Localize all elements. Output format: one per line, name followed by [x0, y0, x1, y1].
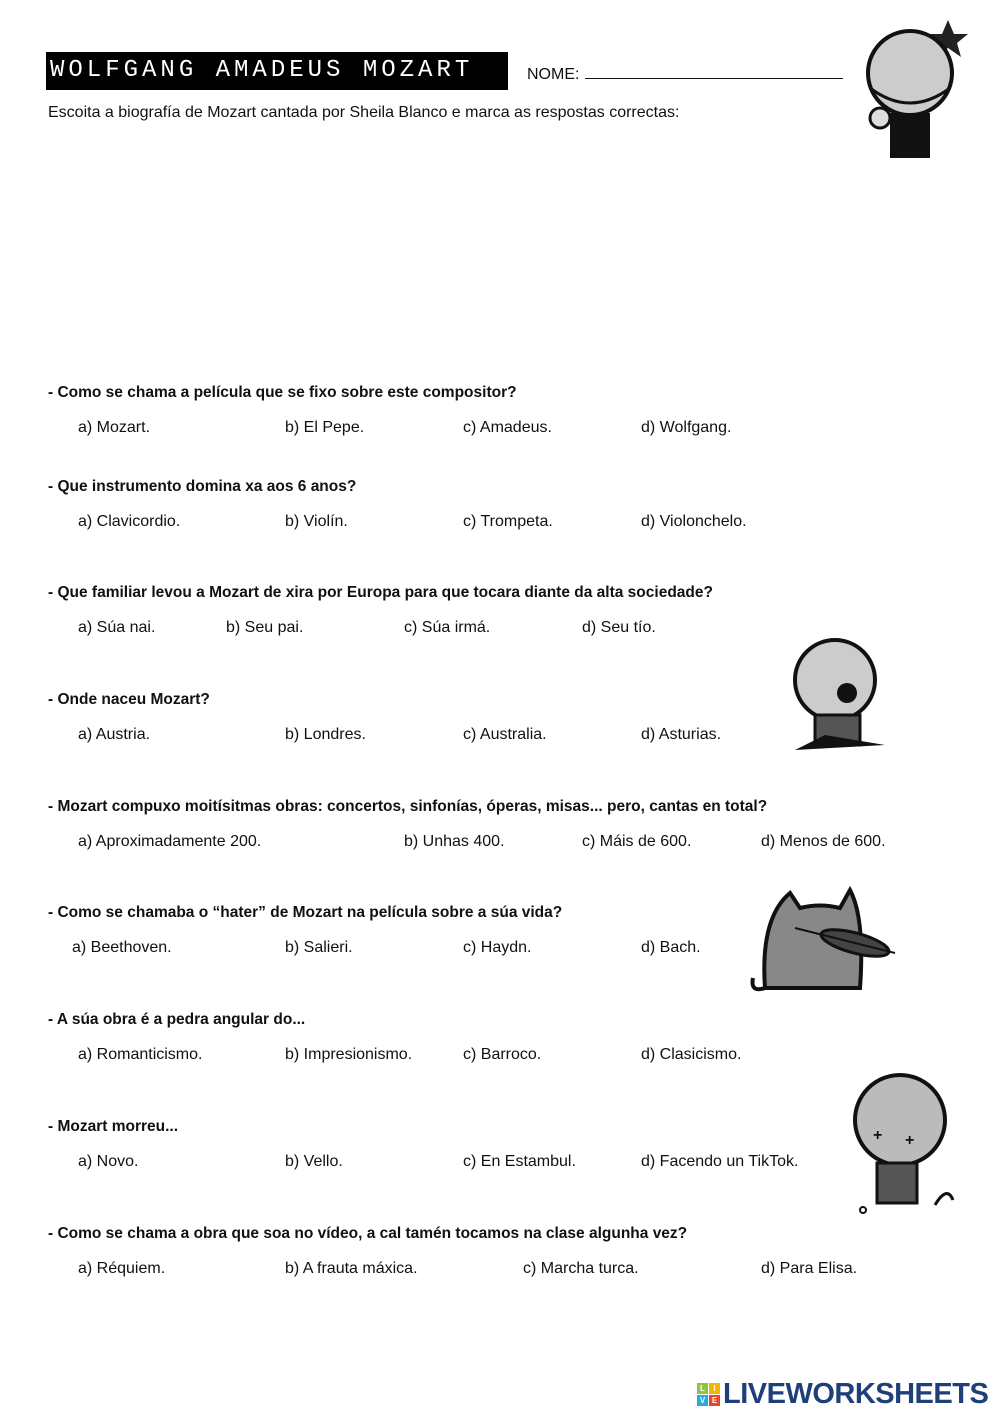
- answer-option[interactable]: a) Austria.: [78, 726, 151, 743]
- answer-option[interactable]: c) Súa irmá.: [404, 619, 491, 636]
- answer-option[interactable]: b) Vello.: [285, 1153, 343, 1170]
- answer-option[interactable]: d) Para Elisa.: [761, 1260, 858, 1277]
- logo-text: LIVEWORKSHEETS: [723, 1378, 989, 1410]
- question-text: - Como se chama a película que se fixo sobre este compositor?: [48, 384, 517, 401]
- answer-option[interactable]: d) Facendo un TikTok.: [641, 1153, 799, 1170]
- question-text: - Mozart morreu...: [48, 1118, 179, 1135]
- answer-option[interactable]: c) Barroco.: [463, 1046, 542, 1063]
- answer-option[interactable]: b) Salieri.: [285, 939, 353, 956]
- logo-letter-i: I: [709, 1383, 720, 1394]
- answer-option[interactable]: b) Unhas 400.: [404, 833, 505, 850]
- answer-option[interactable]: c) Australia.: [463, 726, 547, 743]
- answer-option[interactable]: a) Novo.: [78, 1153, 139, 1170]
- worksheet-title: WOLFGANG AMADEUS MOZART: [46, 52, 508, 90]
- answer-option[interactable]: b) Londres.: [285, 726, 366, 743]
- answer-option[interactable]: a) Romanticismo.: [78, 1046, 203, 1063]
- svg-text:+: +: [905, 1132, 915, 1149]
- answer-option[interactable]: a) Beethoven.: [72, 939, 172, 956]
- answer-option[interactable]: d) Violonchelo.: [641, 513, 747, 530]
- answer-option[interactable]: b) A frauta máxica.: [285, 1260, 418, 1277]
- name-label: NOME:: [527, 66, 580, 83]
- answer-option[interactable]: c) Amadeus.: [463, 419, 552, 436]
- answer-option[interactable]: d) Bach.: [641, 939, 701, 956]
- name-field[interactable]: [527, 64, 843, 84]
- answer-option[interactable]: d) Wolfgang.: [641, 419, 732, 436]
- logo-letter-v: V: [697, 1395, 708, 1406]
- mozart-thumbs-up-illustration: [850, 18, 970, 163]
- name-input-line[interactable]: [585, 64, 843, 79]
- answer-option[interactable]: d) Seu tío.: [582, 619, 656, 636]
- logo-blocks-icon: [697, 1383, 720, 1406]
- answer-option[interactable]: b) Impresionismo.: [285, 1046, 413, 1063]
- question-text: - Mozart compuxo moitísitmas obras: concertos, sinfonías, óperas, misas... pero, cantas en total?: [48, 798, 768, 815]
- answer-option[interactable]: c) Marcha turca.: [523, 1260, 639, 1277]
- svg-text:+: +: [873, 1127, 883, 1144]
- answer-option[interactable]: b) Violín.: [285, 513, 348, 530]
- liveworksheets-logo: [697, 1378, 988, 1411]
- question-text: - A súa obra é a pedra angular do...: [48, 1011, 306, 1028]
- answer-option[interactable]: d) Menos de 600.: [761, 833, 886, 850]
- answer-option[interactable]: c) Máis de 600.: [582, 833, 692, 850]
- logo-letter-e: E: [709, 1395, 720, 1406]
- answer-option[interactable]: c) En Estambul.: [463, 1153, 576, 1170]
- answer-option[interactable]: a) Aproximadamente 200.: [78, 833, 262, 850]
- mozart-zombie-illustration: [835, 1065, 965, 1215]
- question-text: - Que instrumento domina xa aos 6 anos?: [48, 478, 357, 495]
- answer-option[interactable]: d) Asturias.: [641, 726, 722, 743]
- answer-option[interactable]: c) Trompeta.: [463, 513, 553, 530]
- question-text: - Como se chama a obra que soa no vídeo, a cal tamén tocamos na clase algunha vez?: [48, 1225, 688, 1242]
- answer-option[interactable]: a) Mozart.: [78, 419, 151, 436]
- answer-option[interactable]: a) Súa nai.: [78, 619, 156, 636]
- answer-option[interactable]: b) Seu pai.: [226, 619, 304, 636]
- answer-option[interactable]: c) Haydn.: [463, 939, 532, 956]
- pusheen-violin-illustration: [745, 878, 900, 1003]
- mozart-sitting-illustration: [785, 635, 895, 755]
- question-text: - Como se chamaba o “hater” de Mozart na película sobre a súa vida?: [48, 904, 563, 921]
- answer-option[interactable]: a) Clavicordio.: [78, 513, 181, 530]
- answer-option[interactable]: b) El Pepe.: [285, 419, 365, 436]
- answer-option[interactable]: a) Réquiem.: [78, 1260, 166, 1277]
- question-text: - Onde naceu Mozart?: [48, 691, 210, 708]
- instructions: Escoita a biografía de Mozart cantada por Sheila Blanco e marca as respostas correctas:: [48, 104, 680, 121]
- question-text: - Que familiar levou a Mozart de xira por Europa para que tocara diante da alta sociedade?: [48, 584, 713, 601]
- answer-option[interactable]: d) Clasicismo.: [641, 1046, 742, 1063]
- logo-letter-l: L: [697, 1383, 708, 1394]
